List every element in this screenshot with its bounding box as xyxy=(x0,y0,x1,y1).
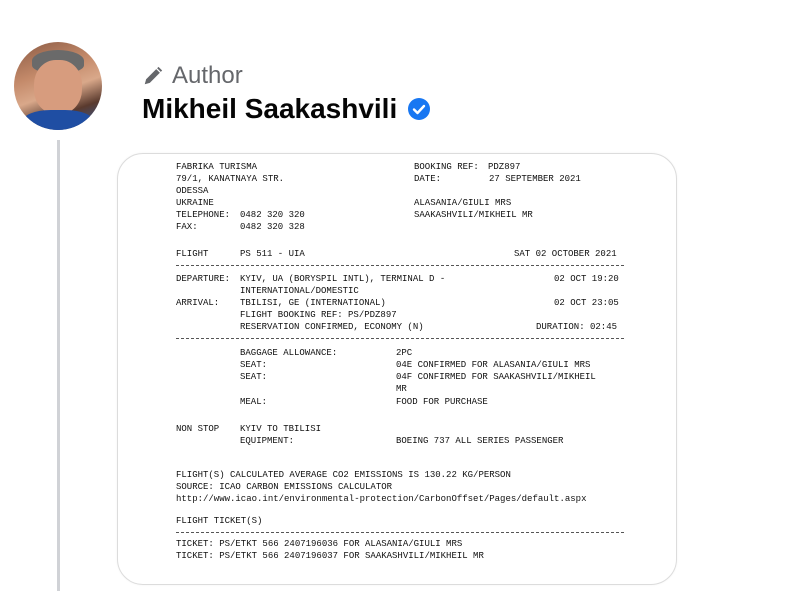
equipment-label: EQUIPMENT: xyxy=(240,436,295,446)
ticket-2: TICKET: PS/ETKT 566 2407196037 FOR SAAKASHVILI/MIKHEIL MR xyxy=(176,551,484,561)
meal-label: MEAL: xyxy=(240,397,268,407)
agency-address: 79/1, KANATNAYA STR. xyxy=(176,174,285,184)
telephone-value: 0482 320 320 xyxy=(240,210,305,220)
booking-ref-value: PDZ897 xyxy=(488,162,521,172)
equipment-value: BOEING 737 ALL SERIES PASSENGER xyxy=(396,436,564,446)
avatar-shirt xyxy=(22,110,94,130)
passenger-2: SAAKASHVILI/MIKHEIL MR xyxy=(414,210,533,220)
seat-label-1: SEAT: xyxy=(240,360,268,370)
agency-name: FABRIKA TURISMA xyxy=(176,162,258,172)
fax-value: 0482 320 328 xyxy=(240,222,305,232)
baggage-value: 2PC xyxy=(396,348,413,358)
author-label-row xyxy=(142,62,243,90)
reservation-status: RESERVATION CONFIRMED, ECONOMY (N) xyxy=(240,322,424,332)
avatar-face xyxy=(34,60,82,114)
verified-badge-icon xyxy=(407,97,431,121)
arrival-label: ARRIVAL: xyxy=(176,298,220,308)
route: KYIV TO TBILISI xyxy=(240,424,322,434)
co2-url: http://www.icao.int/environmental-protection/CarbonOffset/Pages/default.aspx xyxy=(176,494,587,504)
date-value: 27 SEPTEMBER 2021 xyxy=(489,174,581,184)
author-name[interactable]: Mikheil Saakashvili xyxy=(142,93,398,124)
duration: DURATION: 02:45 xyxy=(536,322,618,332)
departure-time: 02 OCT 19:20 xyxy=(554,274,619,284)
co2-source: SOURCE: ICAO CARBON EMISSIONS CALCULATOR xyxy=(176,482,393,492)
date-label: DATE: xyxy=(414,174,442,184)
baggage-label: BAGGAGE ALLOWANCE: xyxy=(240,348,338,358)
fax-label: FAX: xyxy=(176,222,198,232)
nonstop-label: NON STOP xyxy=(176,424,220,434)
pencil-icon xyxy=(142,65,164,87)
separator-3 xyxy=(176,532,624,533)
departure-value: KYIV, UA (BORYSPIL INTL), TERMINAL D - xyxy=(240,274,446,284)
seat-value-2-cont: MR xyxy=(396,384,407,394)
co2-emissions: FLIGHT(S) CALCULATED AVERAGE CO2 EMISSIONS IS 130.22 KG/PERSON xyxy=(176,470,511,480)
thread-line xyxy=(57,140,60,591)
flight-booking-ref: FLIGHT BOOKING REF: PS/PDZ897 xyxy=(240,310,397,320)
flight-label: FLIGHT xyxy=(176,249,209,259)
ticket-header: FLIGHT TICKET(S) xyxy=(176,516,263,526)
telephone-label: TELEPHONE: xyxy=(176,210,231,220)
author-name-row xyxy=(142,93,431,125)
seat-label-2: SEAT: xyxy=(240,372,268,382)
agency-country: UKRAINE xyxy=(176,198,214,208)
separator-1 xyxy=(176,265,624,266)
seat-value-1: 04E CONFIRMED FOR ALASANIA/GIULI MRS xyxy=(396,360,591,370)
flight-date: SAT 02 OCTOBER 2021 xyxy=(514,249,617,259)
seat-value-2: 04F CONFIRMED FOR SAAKASHVILI/MIKHEIL xyxy=(396,372,596,382)
arrival-time: 02 OCT 23:05 xyxy=(554,298,619,308)
flight-value: PS 511 - UIA xyxy=(240,249,305,259)
ticket-1: TICKET: PS/ETKT 566 2407196036 FOR ALASANIA/GIULI MRS xyxy=(176,539,463,549)
passenger-1: ALASANIA/GIULI MRS xyxy=(414,198,512,208)
meal-value: FOOD FOR PURCHASE xyxy=(396,397,488,407)
agency-city: ODESSA xyxy=(176,186,209,196)
departure-label: DEPARTURE: xyxy=(176,274,231,284)
arrival-value: TBILISI, GE (INTERNATIONAL) xyxy=(240,298,386,308)
author-label: Author xyxy=(172,62,243,89)
booking-ref-label: BOOKING REF: xyxy=(414,162,479,172)
separator-2 xyxy=(176,338,624,339)
author-avatar[interactable] xyxy=(14,42,102,130)
departure-cont: INTERNATIONAL/DOMESTIC xyxy=(240,286,359,296)
